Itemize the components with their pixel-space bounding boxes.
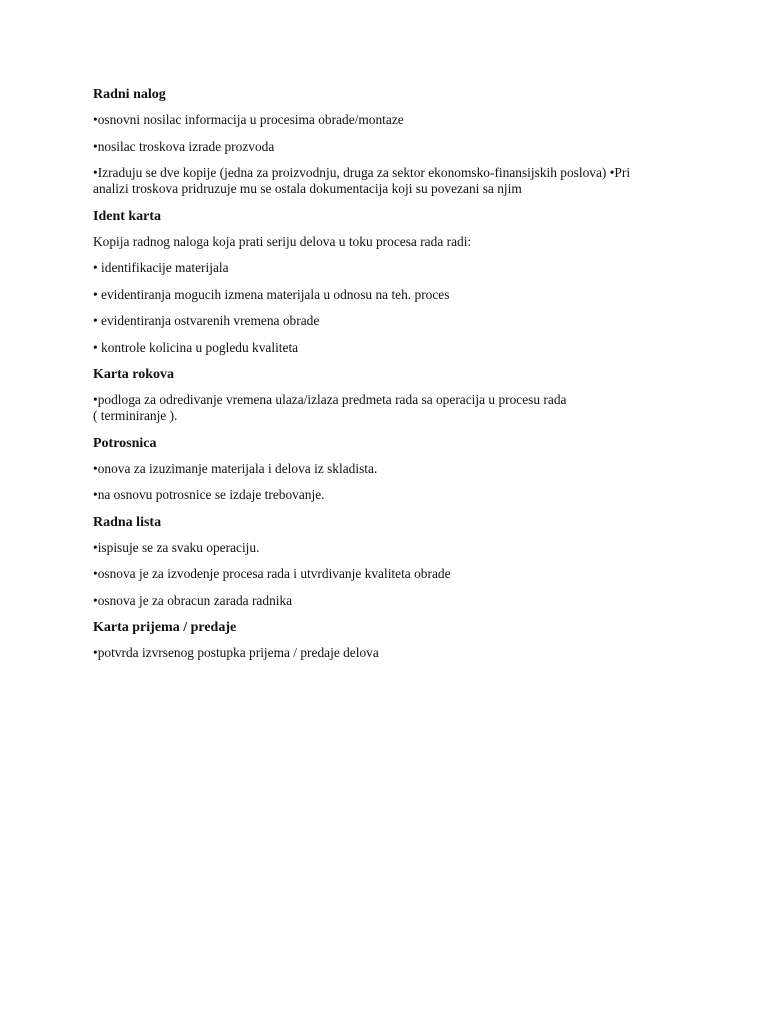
paragraph: •ispisuje se za svaku operaciju.	[93, 539, 260, 555]
paragraph: • evidentiranja mogucih izmena materijala u odnosu na teh. proces	[93, 286, 450, 302]
paragraph: • identifikacije materijala	[93, 260, 229, 275]
section-radna-lista	[93, 514, 683, 609]
section-heading: Radna lista	[93, 514, 162, 530]
paragraph: •osnovni nosilac informacija u procesima obrade/montaze	[93, 112, 404, 127]
paragraph: •nosilac troskova izrade prozvoda	[93, 138, 275, 154]
paragraph: •podloga za odredivanje vremena ulaza/izlaza predmeta rada sa operacija u procesu rada ( terminiranje ).	[93, 392, 567, 423]
document-page	[93, 86, 683, 672]
section-ident-karta	[93, 208, 683, 356]
paragraph: • kontrole kolicina u pogledu kvaliteta	[93, 339, 299, 355]
section-heading: Potrosnica	[93, 435, 157, 451]
section-heading: Radni nalog	[93, 87, 166, 102]
section-potrosnica	[93, 435, 683, 504]
paragraph: •potvrda izvrsenog postupka prijema / predaje delova	[93, 645, 379, 660]
section-heading: Karta prijema / predaje	[93, 620, 237, 635]
paragraph: •osnova je za izvodenje procesa rada i utvrdivanje kvaliteta obrade	[93, 566, 451, 581]
section-karta-prijema-predaje	[93, 619, 683, 661]
section-heading: Ident karta	[93, 208, 162, 224]
paragraph: •onova za izuzimanje materijala i delova iz skladista.	[93, 460, 378, 476]
paragraph: •osnova je za obracun zarada radnika	[93, 592, 293, 608]
paragraph: • evidentiranja ostvarenih vremena obrade	[93, 313, 320, 328]
section-karta-rokova	[93, 366, 683, 424]
section-heading: Karta rokova	[93, 367, 175, 382]
paragraph: •Izraduju se dve kopije (jedna za proizvodnju, druga za sektor ekonomsko-finansijskih poslova) •Pri analizi troskova pridruzuje mu se ostala dokumentacija koji su povezani sa njim	[93, 165, 631, 196]
paragraph: •na osnovu potrosnice se izdaje trebovanje.	[93, 487, 325, 502]
paragraph: Kopija radnog naloga koja prati seriju delova u toku procesa rada radi:	[93, 233, 472, 249]
section-radni-nalog	[93, 86, 683, 197]
